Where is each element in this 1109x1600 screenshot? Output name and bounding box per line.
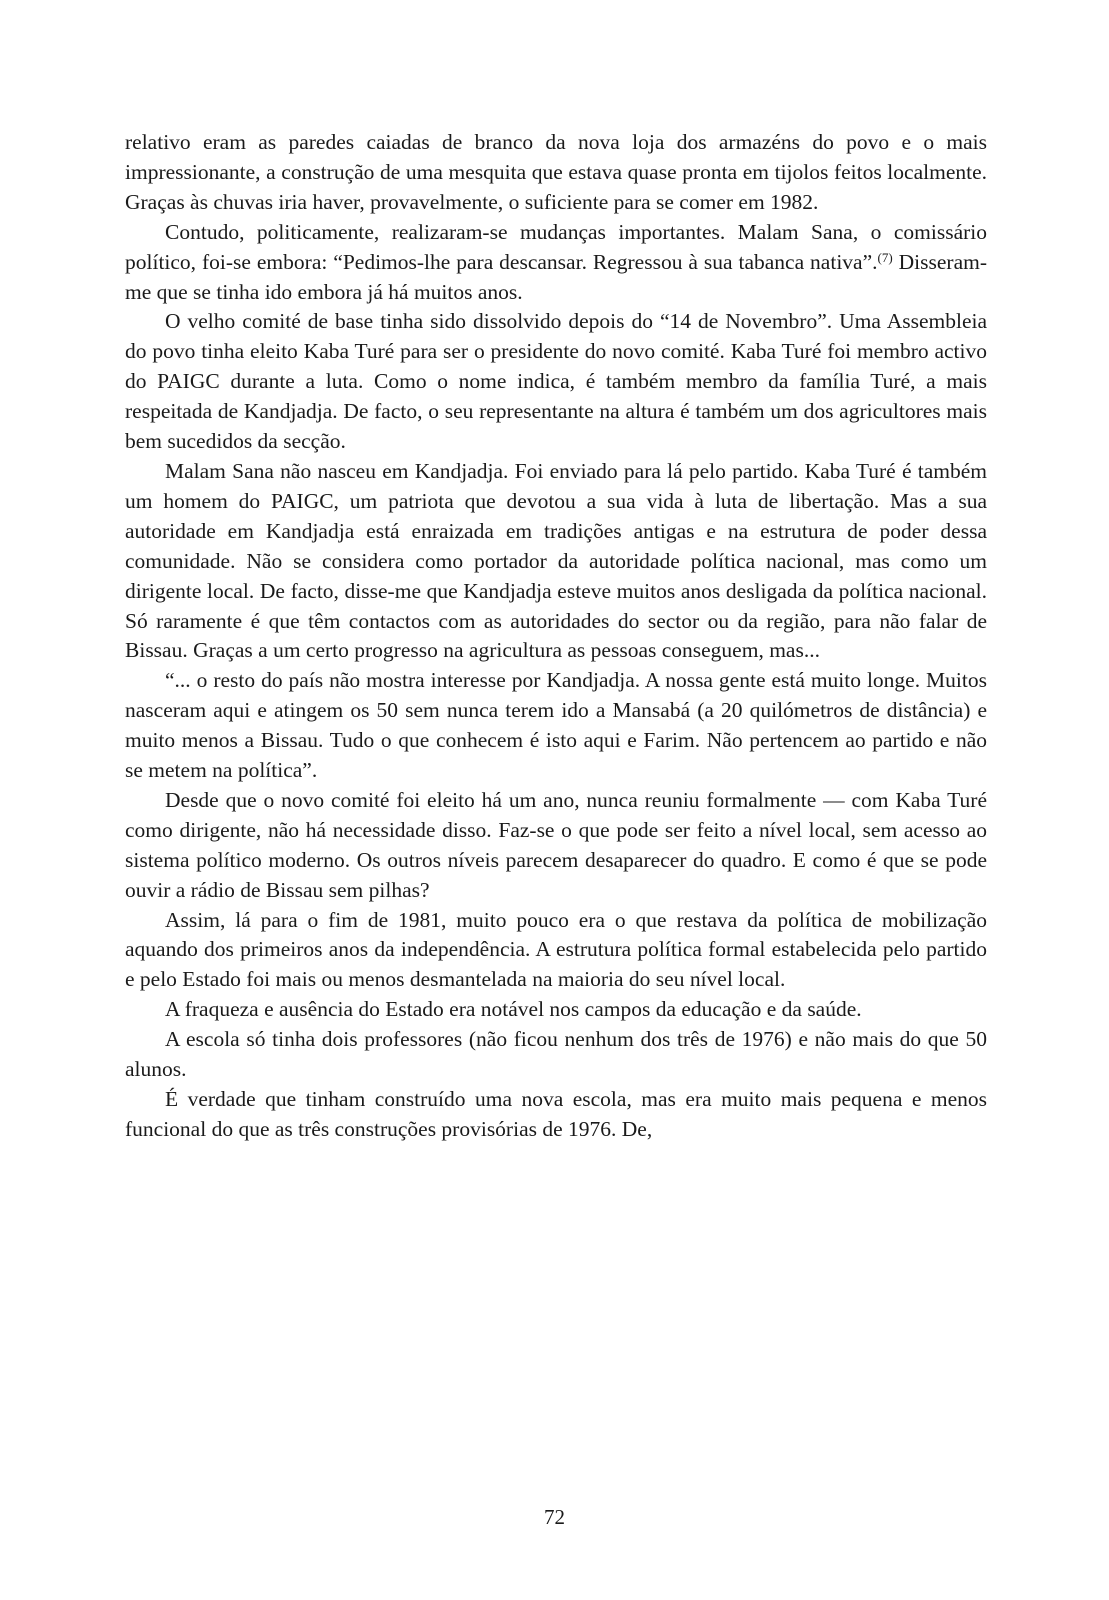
paragraph: Assim, lá para o fim de 1981, muito pouco era o que restava da política de mobilização aquando dos primeiros anos da independência. A estrutura política formal estabelecida pelo partido e pelo Estado foi mais ou menos desmantelada na maioria do seu nível local.	[125, 907, 987, 992]
paragraph: A escola só tinha dois professores (não ficou nenhum dos três de 1976) e não mais do que 50 alunos.	[125, 1027, 987, 1082]
paragraph	[125, 218, 987, 308]
paragraph: A fraqueza e ausência do Estado era notável nos campos da educação e da saúde.	[165, 997, 862, 1022]
paragraph-text: Disseram-me que se tinha ido embora já há muitos anos.	[125, 249, 987, 304]
paragraph-text: Contudo, politicamente, realizaram-se mudanças importantes. Malam Sana, o comissário político, foi-se embora: “Pedimos-lhe para descansar. Regressou à sua tabanca nativa”.	[125, 219, 987, 274]
paragraph: O velho comité de base tinha sido dissolvido depois do “14 de Novembro”. Uma Assembleia do povo tinha eleito Kaba Turé para ser o presidente do novo comité. Kaba Turé foi membro activo do PAIGC durante a luta. Como o nome indica, é também membro da família Turé, a mais respeitada de Kandjadja. De facto, o seu representante na altura é também um dos agricultores mais bem sucedidos da secção.	[125, 309, 987, 454]
paragraph: É verdade que tinham construído uma nova escola, mas era muito mais pequena e menos funcional do que as três construções provisórias de 1976. De,	[125, 1087, 987, 1141]
paragraph: “... o resto do país não mostra interesse por Kandjadja. A nossa gente está muito longe. Muitos nasceram aqui e atingem os 50 sem nunca terem ido a Mansabá (a 20 quilómetros de distância) e muito menos a Bissau. Tudo o que conhecem é isto aqui e Farim. Não pertencem ao partido e não se metem na política”.	[125, 668, 987, 783]
paragraph: relativo eram as paredes caiadas de branco da nova loja dos armazéns do povo e o mais impressionante, a construção de uma mesquita que estava quase pronta em tijolos feitos localmente. Graças às chuvas iria haver, provavelmente, o suficiente para se comer em 1982.	[125, 130, 987, 214]
footnote-reference: (7)	[877, 249, 893, 265]
paragraph: Desde que o novo comité foi eleito há um ano, nunca reuniu formalmente — com Kaba Turé como dirigente, não há necessidade disso. Faz-se o que pode ser feito a nível local, sem acesso ao sistema político moderno. Os outros níveis parecem desaparecer do quadro. E como é que se pode ouvir a rádio de Bissau sem pilhas?	[125, 787, 987, 902]
body-text	[125, 128, 987, 1145]
paragraph: Malam Sana não nasceu em Kandjadja. Foi enviado para lá pelo partido. Kaba Turé é também um homem do PAIGC, um patriota que devotou a sua vida à luta de libertação. Mas a sua autoridade em Kandjadja está enraizada em tradições antigas e na estrutura de poder dessa comunidade. Não se considera como portador da autoridade política nacional, mas como um dirigente local. De facto, disse-me que Kandjadja esteve muitos anos desligada da política nacional. Só raramente é que têm contactos com as autoridades do sector ou da região, para não falar de Bissau. Graças a um certo progresso na agricultura as pessoas conseguem, mas...	[125, 458, 987, 663]
page-number: 72	[544, 1505, 565, 1529]
